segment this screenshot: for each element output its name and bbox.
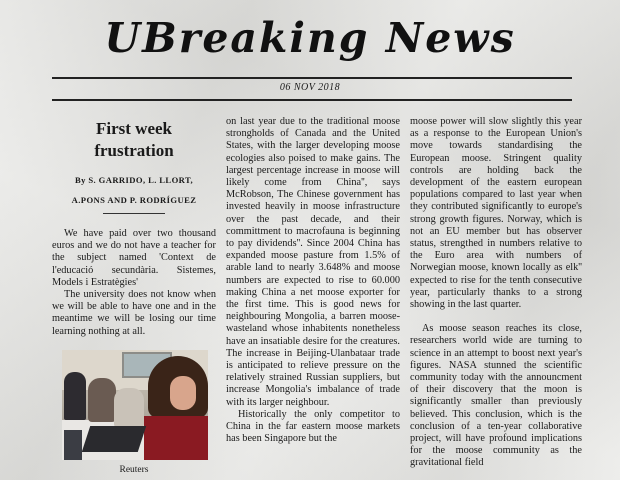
byline-line-1: By S. GARRIDO, L. LLORT,	[74, 175, 193, 185]
article-photo	[62, 350, 208, 460]
photo-caption: Reuters	[119, 464, 149, 475]
headline-line-1: First week	[95, 119, 172, 138]
column2-paragraph-2: Historically the only competitor to China in the far eastern moose markets has been Singapore but the	[226, 408, 400, 445]
column3-paragraph-1: moose power will slow slightly this year as a response to the European Union's move towards standardising the European moose. Stringent quality controls are holding back the development of the eastern european populations compared to last year when they contributed significantly to europe's strong growth figures. Norway, which is not an EU member but has observer status, strengthed in numbers relative to the Euro area with numbers of Norwegian moose, known locally as elk'' expected to rise for the tenth consecutive year, particularly thanks to a strong showing in the last quarter.	[410, 116, 582, 311]
headline-line-2: frustration	[94, 141, 174, 160]
byline-line-2: A.PONS AND P. RODRÍGUEZ	[71, 195, 197, 205]
column2-paragraph-1: on last year due to the traditional moose strongholds of Canada and the United States, with the larger developing moose ecologies also poised to make gains. The largest percentage increase in moose will likely come from China'', says McRobson, The Chinese government has invested heavily in moose infrastructure over the past decade, and their committment to macrofauna is beginning to pay dividends''. Since 2004 China has expanded moose pasture from 1.5% of arable land to nearly 3.648% and moose numbers are expected to rise to 60.000 making China a net moose exporter for the first time. This is good news for neighbouring Mongolia, a barren moose-wasteland whose inhabitents nonetheless have an insatiable desire for the creatures. The increase in Beijing-Ulanbataar trade is anticipated to relieve pressure on the relatively strained Russian suppliers, but increase Mongolia's imbalance of trade with its larger neighbour.	[226, 116, 400, 408]
masthead-title: UBreaking News	[104, 14, 516, 62]
column3-paragraph-2: As moose season reaches its close, researchers world wide are turning to science in an attempt to boost next year's figures. NASA stunned the scientific community today with the announcment of their discovery that the moon is significantly smaller than previously believed. This conclusion, which is the conclusion of a ten-year collaborative project, will have profound implications for the moose community as the gravitational field	[410, 323, 582, 469]
article-paragraph-1: We have paid over two thousand euros and we do not have a teacher for the subject named 'Context de l'educació secundària. Sistemes, Models i Estratègies'	[52, 228, 216, 288]
article-column-2	[226, 116, 400, 445]
article-paragraph-2: The university does not know when we will be able to have one and in the meantime we will be losing our time learning nothing at all.	[52, 289, 216, 337]
masthead-rule-top	[52, 77, 572, 79]
article-column-1	[52, 118, 216, 476]
masthead-rule-bottom	[52, 99, 572, 101]
article-headline	[52, 118, 216, 162]
byline-divider	[103, 213, 165, 214]
dateline: 06 NOV 2018	[279, 82, 341, 93]
article-column-3	[410, 116, 582, 470]
